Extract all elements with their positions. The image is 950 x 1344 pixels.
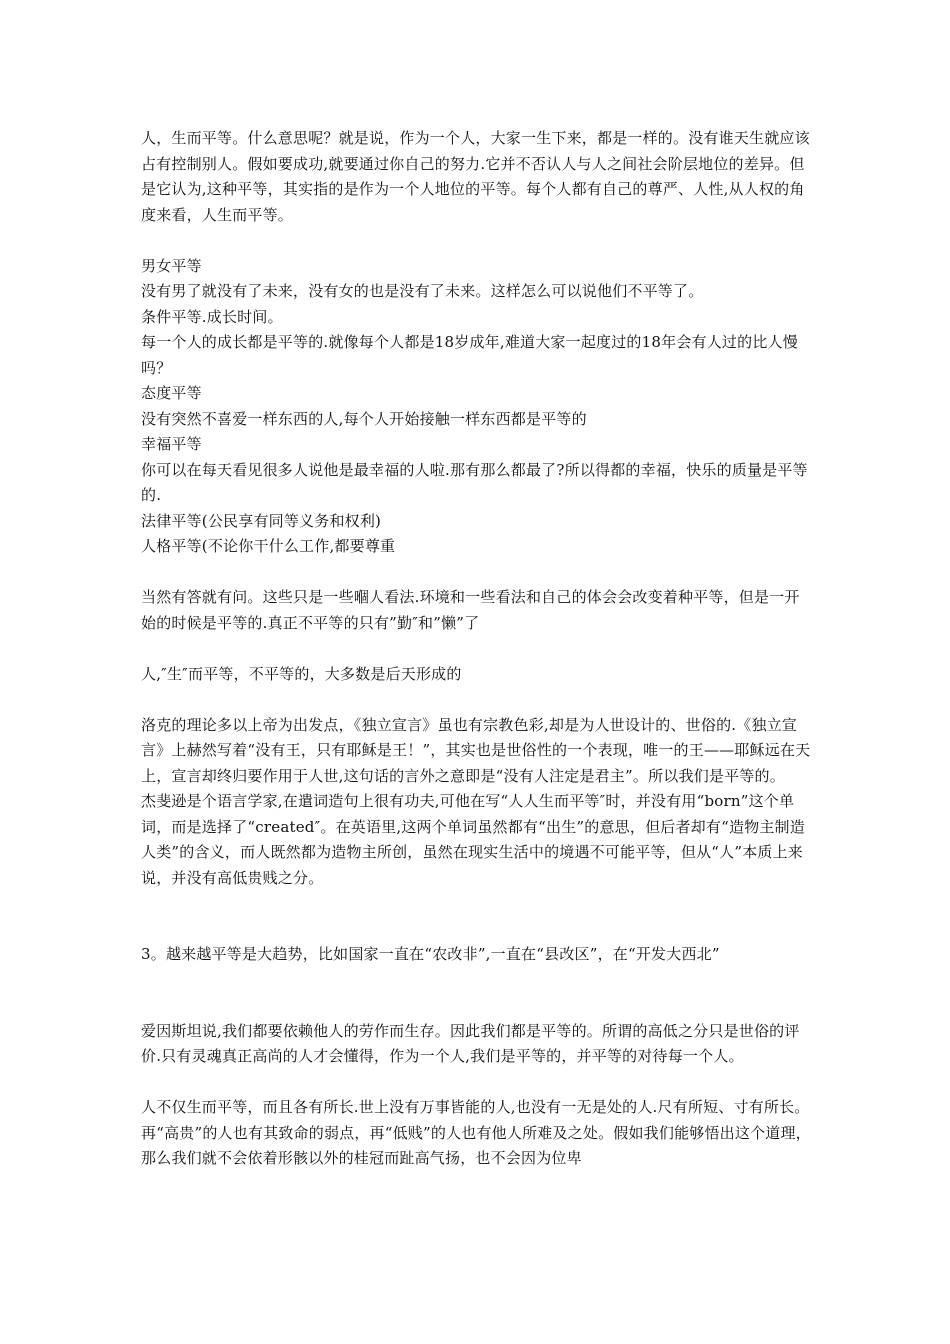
paragraph-questions: 当然有答就有问。这些只是一些嗰人看法.环境和一些看法和自己的体会会改变着种平等，但是一开始的时候是平等的.真正不平等的只有”勤″和”懒”了	[141, 588, 800, 632]
paragraph-gender-equality: 没有男了就没有了未来，没有女的也是没有了未来。这样怎么可以说他们不平等了。	[141, 282, 704, 300]
paragraph-growth-time: 每一个人的成长都是平等的.就像每个人都是18岁成年,难道大家一起度过的18年会有人过的比人慢吗？	[141, 333, 798, 377]
paragraph-gap	[141, 560, 813, 586]
paragraph-gap	[141, 687, 813, 713]
paragraph-strengths: 人不仅生而平等，而且各有所长.世上没有万事皆能的人,也没有一无是处的人.尺有所短、寸有所长。再“高贵”的人也有其致命的弱点，再“低贱”的人也有他人所难及之处。假如我们能够悟出这个道理，那么我们就不会依着形骸以外的桂冠而趾高气扬，也不会因为位卑	[141, 1098, 811, 1167]
paragraph-trend: 3。越来越平等是大趋势，比如国家一直在“农改非”,一直在“县改区”，在“开发大西北”	[141, 945, 720, 963]
paragraph-attitude-equality: 没有突然不喜爱一样东西的人,每个人开始接触一样东西都是平等的	[141, 409, 587, 428]
paragraph-gap	[141, 228, 813, 254]
paragraph-locke: 洛克的理论多以上帝为出发点，《独立宣言》虽也有宗教色彩,却是为人世设计的、世俗的.《独立宣言》上赫然写着“没有王，只有耶稣是王！”，其实也是世俗性的一个表现，唯一的王——耶稣远在天上，宣言却终归要作用于人世,这句话的言外之意即是“没有人注定是君主”。所以我们是平等的。	[141, 715, 811, 785]
paragraph-gap	[141, 636, 813, 662]
paragraph-gap	[141, 891, 813, 942]
item-personality-equality: 人格平等(不论你干什么工作,都要尊重	[141, 537, 396, 555]
paragraph-jefferson: 杰斐逊是个语言学家,在遣词造句上很有功夫,可他在写“人人生而平等″时，并没有用“born”这个单词，而是选择了“created″。在英语里,这两个单词虽然都有“出生”的意思，但后者却有“造物主制造人类”的含义，而人既然都为造物主所创，虽然在现实生活中的境遇不可能平等，但从“人”本质上来说，并没有高低贵贱之分。	[141, 792, 805, 887]
paragraph-intro: 人，生而平等。什么意思呢？就是说，作为一个人，大家一生下来，都是一样的。没有谁天生就应该占有控制别人。假如要成功,就要通过你自己的努力.它并不否认人与人之间社会阶层地位的差异。但是它认为,这种平等，其实指的是作为一个人地位的平等。每个人都有自己的尊严、人性,从人权的角度来看，人生而平等。	[141, 129, 810, 224]
paragraph-gap	[141, 1070, 813, 1096]
item-legal-equality: 法律平等(公民享有同等义务和权利)	[141, 511, 382, 530]
heading-attitude-equality: 态度平等	[141, 384, 202, 402]
paragraph-gap	[141, 968, 813, 1019]
heading-condition-equality: 条件平等.成长时间。	[141, 307, 283, 326]
heading-gender-equality: 男女平等	[141, 256, 202, 275]
paragraph-born-equal: 人,″生″而平等，不平等的，大多数是后天形成的	[141, 664, 462, 683]
heading-happiness-equality: 幸福平等	[141, 435, 202, 453]
paragraph-einstein: 爱因斯坦说,我们都要依赖他人的劳作而生存。因此我们都是平等的。所谓的高低之分只是世俗的评价.只有灵魂真正高尚的人才会懂得，作为一个人,我们是平等的，并平等的对待每一个人。	[141, 1021, 800, 1065]
paragraph-happiness-equality: 你可以在每天看见很多人说他是最幸福的人啦.那有那么都最了?所以得都的幸福，快乐的质量是平等的.	[141, 460, 808, 504]
document-body	[141, 126, 813, 1172]
